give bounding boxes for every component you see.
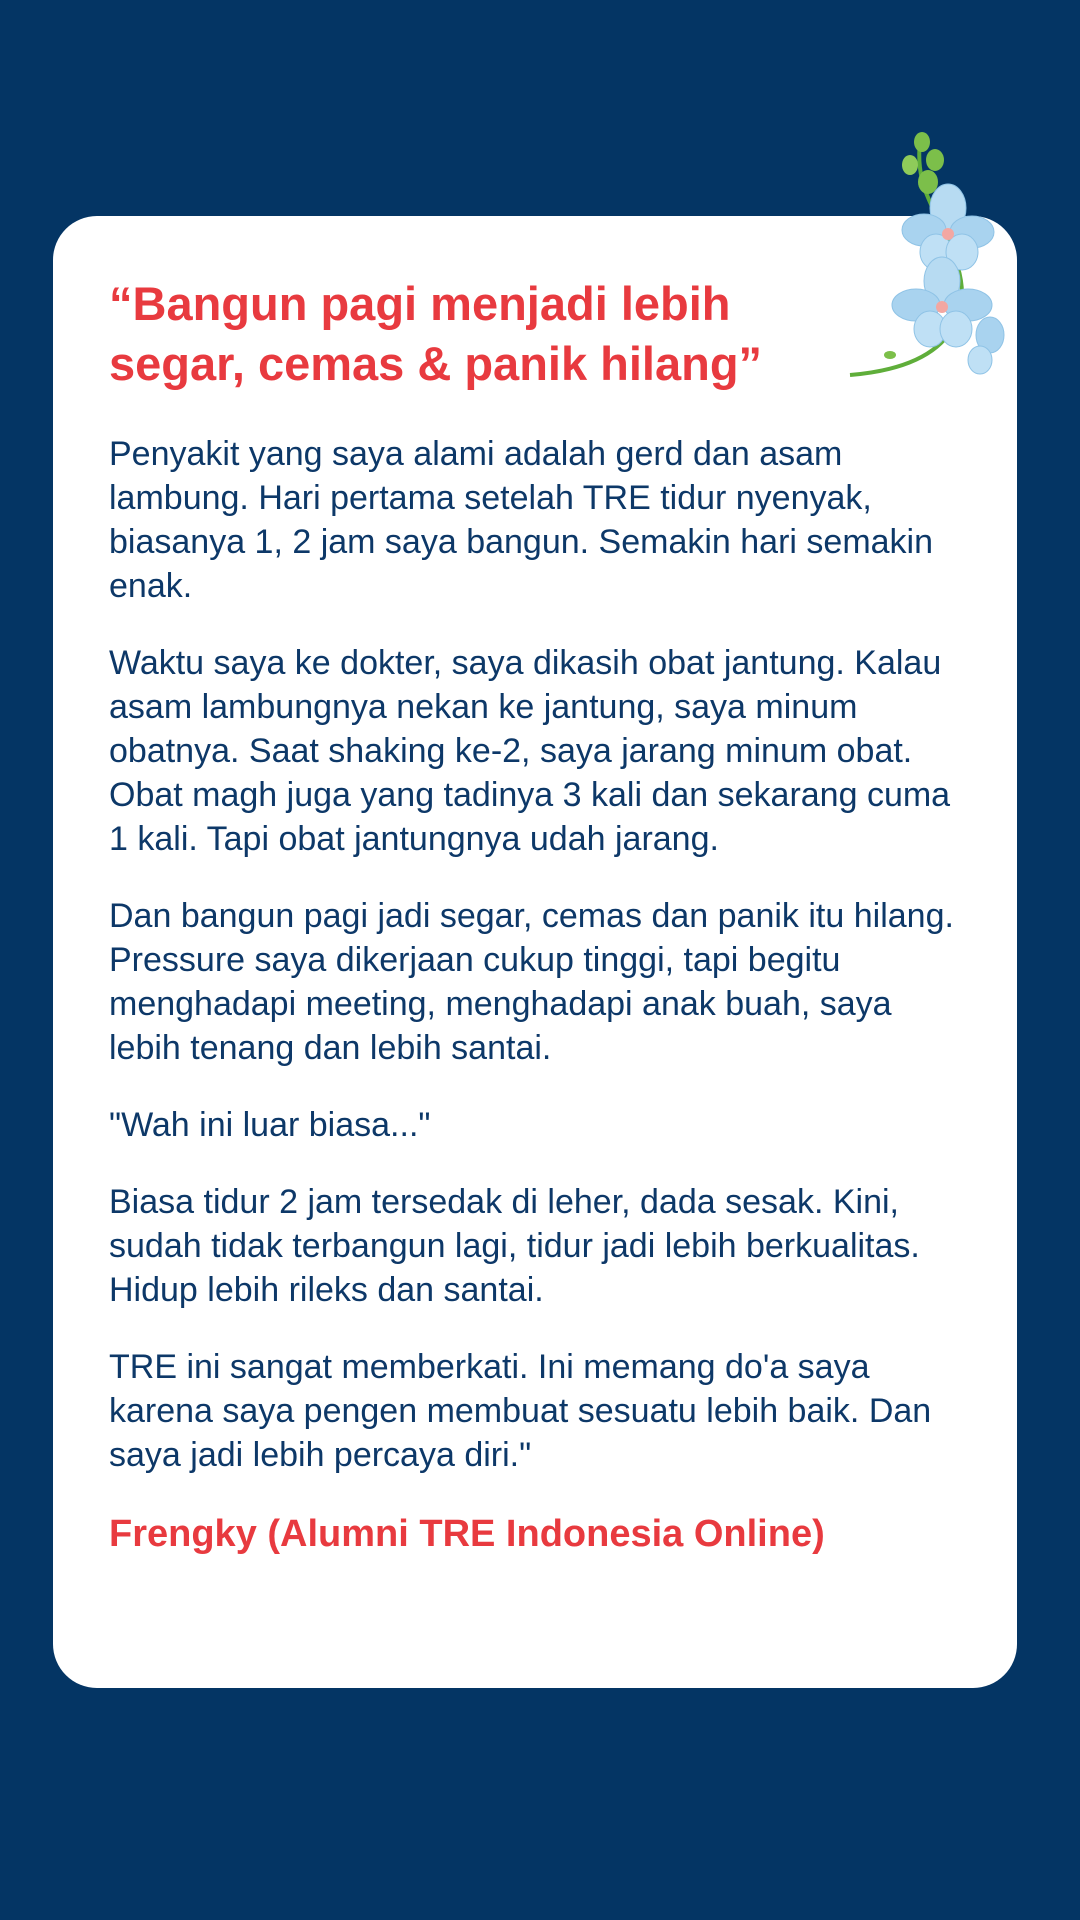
testimonial-paragraph-2: Waktu saya ke dokter, saya dikasih obat jantung. Kalau asam lambungnya nekan ke jantung, saya minum obatnya. Saat shaking ke-2, saya jarang minum obat. Obat magh juga yang tadinya 3 kali dan sekarang cuma 1 kali. Tapi obat jantungnya udah jarang.	[109, 644, 951, 858]
testimonial-paragraph-6: TRE ini sangat memberkati. Ini memang do'a saya karena saya pengen membuat sesuatu lebih baik. Dan saya jadi lebih percaya diri."	[109, 1348, 932, 1474]
testimonial-paragraph-3: Dan bangun pagi jadi segar, cemas dan panik itu hilang. Pressure saya dikerjaan cukup tinggi, tapi begitu menghadapi meeting, menghadapi anak buah, saya lebih tenang dan lebih santai.	[109, 897, 954, 1067]
testimonial-paragraph-5: Biasa tidur 2 jam tersedak di leher, dada sesak. Kini, sudah tidak terbangun lagi, tidur jadi lebih berkualitas. Hidup lebih rileks dan santai.	[109, 1183, 920, 1309]
testimonial-paragraph-4: "Wah ini luar biasa..."	[109, 1106, 431, 1144]
testimonial-paragraph-1: Penyakit yang saya alami adalah gerd dan asam lambung. Hari pertama setelah TRE tidur nyenyak, biasanya 1, 2 jam saya bangun. Semakin hari semakin enak.	[109, 435, 934, 605]
testimonial-content	[109, 274, 969, 1558]
testimonial-signature: Frengky (Alumni TRE Indonesia Online)	[109, 1513, 825, 1555]
testimonial-headline: “Bangun pagi menjadi lebih segar, cemas & panik hilang”	[109, 277, 763, 390]
